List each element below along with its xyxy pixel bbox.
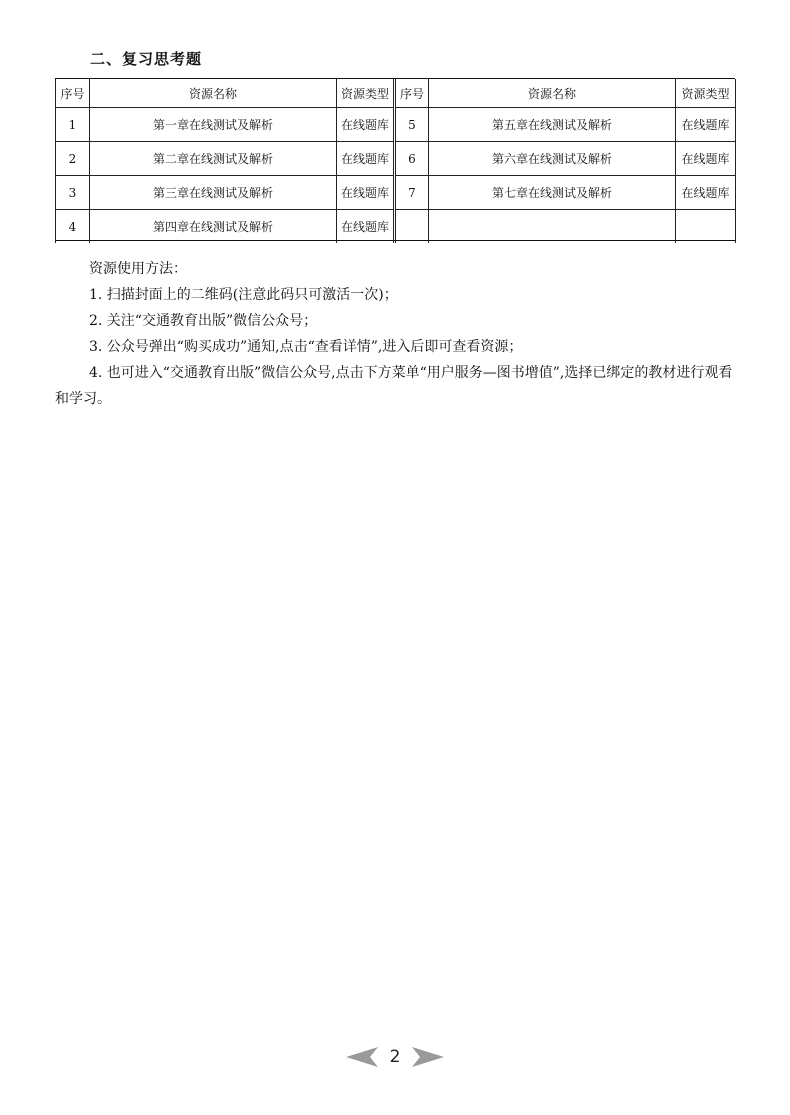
cell-name	[429, 210, 676, 244]
header-type-right: 资源类型	[676, 79, 736, 108]
cell-type	[676, 210, 736, 244]
cell-no: 3	[56, 176, 90, 210]
cell-no: 1	[56, 108, 90, 142]
cell-type: 在线题库	[676, 142, 736, 176]
cell-name: 第六章在线测试及解析	[429, 142, 676, 176]
cell-no: 6	[395, 142, 429, 176]
right-arrow-icon	[410, 1046, 446, 1068]
table-row	[56, 142, 736, 176]
usage-title: 资源使用方法：	[89, 261, 187, 277]
cell-name: 第五章在线测试及解析	[429, 108, 676, 142]
usage-instructions	[55, 256, 739, 412]
page-footer	[0, 1042, 790, 1072]
usage-step: 1. 扫描封面上的二维码(注意此码只可激活一次)；	[89, 287, 398, 303]
cell-name: 第三章在线测试及解析	[90, 176, 337, 210]
table-row	[56, 210, 736, 244]
cell-no: 2	[56, 142, 90, 176]
header-type-left: 资源类型	[337, 79, 395, 108]
cell-type: 在线题库	[676, 176, 736, 210]
page-number: 2	[389, 1047, 401, 1067]
cell-type: 在线题库	[337, 210, 395, 244]
usage-step: 2. 关注“交通教育出版”微信公众号；	[89, 313, 318, 329]
table-row	[56, 176, 736, 210]
cell-name: 第四章在线测试及解析	[90, 210, 337, 244]
cell-name: 第二章在线测试及解析	[90, 142, 337, 176]
cell-type: 在线题库	[676, 108, 736, 142]
cell-name: 第七章在线测试及解析	[429, 176, 676, 210]
cell-no: 4	[56, 210, 90, 244]
cell-type: 在线题库	[337, 176, 395, 210]
header-name-left: 资源名称	[90, 79, 337, 108]
cell-no: 7	[395, 176, 429, 210]
cell-type: 在线题库	[337, 108, 395, 142]
usage-step: 3. 公众号弹出“购买成功”通知,点击“查看详情”,进入后即可查看资源；	[89, 339, 523, 355]
left-arrow-icon	[344, 1046, 380, 1068]
cell-type: 在线题库	[337, 142, 395, 176]
header-no-right: 序号	[395, 79, 429, 108]
cell-no	[395, 210, 429, 244]
resource-table	[55, 78, 735, 241]
cell-no: 5	[395, 108, 429, 142]
header-no-left: 序号	[56, 79, 90, 108]
table-header-row	[56, 79, 736, 108]
header-name-right: 资源名称	[429, 79, 676, 108]
section-title: 二、复习思考题	[90, 50, 203, 68]
table-row	[56, 108, 736, 142]
usage-step: 4. 也可进入“交通教育出版”微信公众号,点击下方菜单“用户服务—图书增值”,选择已绑定的教材进行观看和学习。	[55, 365, 733, 407]
cell-name: 第一章在线测试及解析	[90, 108, 337, 142]
